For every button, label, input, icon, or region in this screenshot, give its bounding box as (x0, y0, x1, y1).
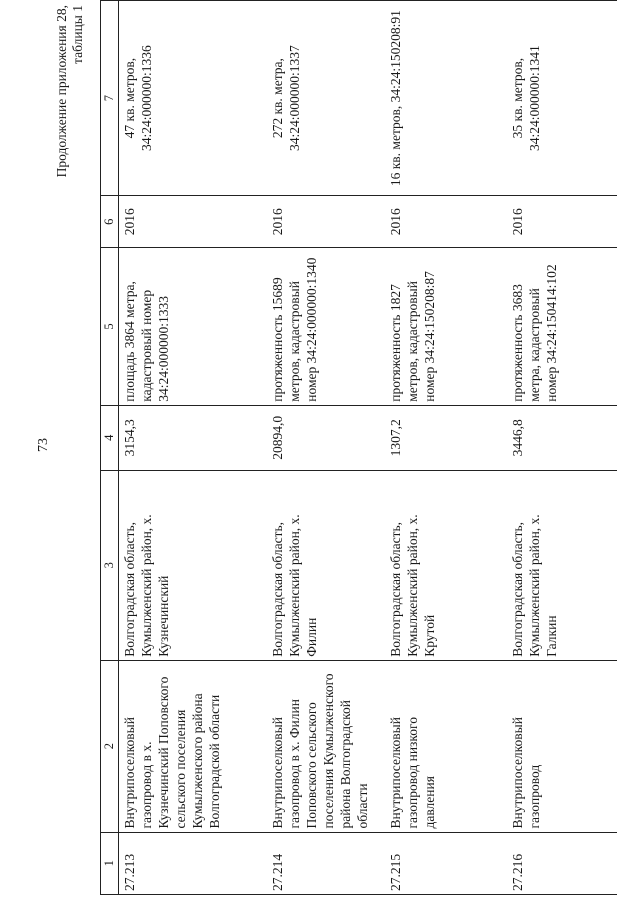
column-header: 3 (101, 470, 119, 660)
page-number: 73 (36, 438, 51, 452)
object-address: Волгоградская область, Кумылженский район, х. Филин (267, 470, 385, 660)
table-row (385, 1, 507, 895)
table-row (119, 1, 267, 895)
land-plot: 47 кв. метров, 34:24:000000:1336 (119, 1, 267, 196)
land-plot: 16 кв. метров, 34:24:150208:91 (385, 1, 507, 196)
object-year: 2016 (507, 196, 617, 248)
column-header: 7 (101, 1, 119, 196)
column-header: 6 (101, 196, 119, 248)
column-number-row (101, 1, 119, 895)
column-header: 4 (101, 405, 119, 470)
object-characteristic: протяженность 15689 метров, кадастровый номер 34:24:000000:1340 (267, 248, 385, 405)
object-address: Волгоградская область, Кумылженский район, х. Галкин (507, 470, 617, 660)
table-row (267, 1, 385, 895)
column-header: 1 (101, 832, 119, 894)
object-value: 1307,2 (385, 405, 507, 470)
object-year: 2016 (119, 196, 267, 248)
object-name: Внутрипоселковый газопровод (507, 660, 617, 832)
object-name: Внутрипоселковый газопровод в х. Филин Поповского сельского поселения Кумылженского района Волгоградской области (267, 660, 385, 832)
object-year: 2016 (385, 196, 507, 248)
column-header: 2 (101, 660, 119, 832)
continuation-caption: Продолжение приложения 28, таблицы 1 (54, 5, 85, 178)
column-header: 5 (101, 248, 119, 405)
object-characteristic: площадь 3864 метра, кадастровый номер 34:24:000000:1333 (119, 248, 267, 405)
object-characteristic: протяженность 1827 метров, кадастровый номер 34:24:150208:87 (385, 248, 507, 405)
object-value: 3446,8 (507, 405, 617, 470)
row-number: 27.215 (385, 832, 507, 894)
land-plot: 272 кв. метра, 34:24:000000:1337 (267, 1, 385, 196)
object-name: Внутрипоселковый газопровод низкого давления (385, 660, 507, 832)
row-number: 27.216 (507, 832, 617, 894)
object-characteristic: протяженность 3683 метра, кадастровый номер 34:24:150414:102 (507, 248, 617, 405)
property-table (100, 0, 617, 895)
object-address: Волгоградская область, Кумылженский район, х. Крутой (385, 470, 507, 660)
object-value: 20894,0 (267, 405, 385, 470)
object-year: 2016 (267, 196, 385, 248)
object-name: Внутрипоселковый газопровод в х. Кузнечинский Поповского сельского поселения Кумылженского района Волгоградской области (119, 660, 267, 832)
row-number: 27.214 (267, 832, 385, 894)
land-plot: 35 кв. метров, 34:24:000000:1341 (507, 1, 617, 196)
object-address: Волгоградская область, Кумылженский район, х. Кузнечинский (119, 470, 267, 660)
table-row (507, 1, 617, 895)
object-value: 3154,3 (119, 405, 267, 470)
row-number: 27.213 (119, 832, 267, 894)
